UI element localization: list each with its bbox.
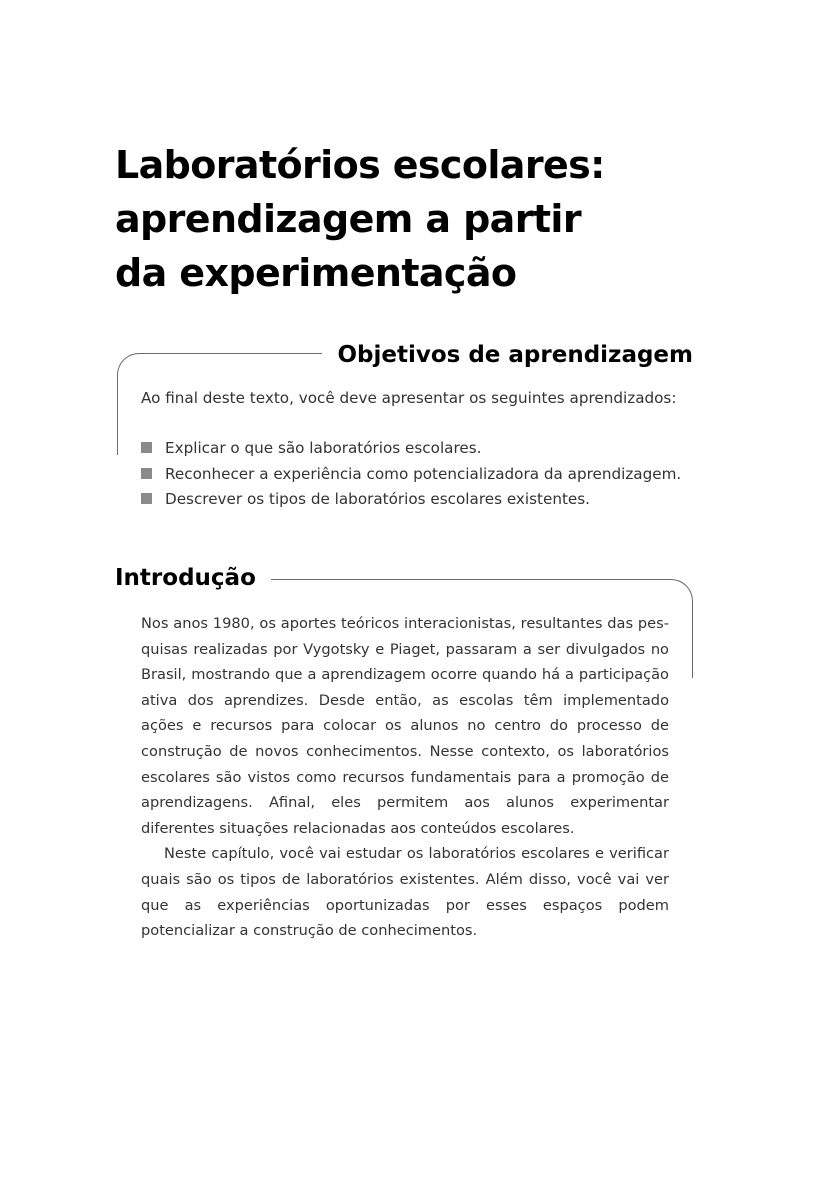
objectives-intro: Ao final deste texto, você deve apresentar os seguintes aprendizados: xyxy=(141,389,677,407)
chapter-title-line: da experimentação xyxy=(115,251,517,295)
introduction-heading: Introdução xyxy=(115,565,256,591)
list-item xyxy=(141,487,681,513)
objective-text: Explicar o que são laboratórios escolares. xyxy=(165,439,482,457)
list-item xyxy=(141,436,681,462)
chapter-title-line: Laboratórios escolares: xyxy=(115,143,605,187)
square-bullet-icon xyxy=(141,442,152,453)
square-bullet-icon xyxy=(141,468,152,479)
square-bullet-icon xyxy=(141,493,152,504)
paragraph: Nos anos 1980, os aportes teóricos interacionistas, resultantes das pesquisas realizadas por Vygotsky e Piaget, passaram a ser divulgados no Brasil, mostrando que a aprendizagem ocorre quando há a participação ativa dos aprendizes. Desde então, as escolas têm implementado ações e recursos para colocar os alunos no centro do processo de construção de novos conhecimentos. Nesse contexto, os laboratórios escolares são vistos como recursos fundamentais para a promoção de aprendizagens. Afinal, eles permitem aos alunos experimentar diferentes situações relacionadas aos conteúdos escolares. xyxy=(141,615,669,837)
objectives-heading: Objetivos de aprendizagem xyxy=(337,342,693,368)
chapter-title xyxy=(115,138,605,300)
introduction-body xyxy=(141,611,669,944)
paragraph: Neste capítulo, você vai estudar os laboratórios escolares e verificar quais são os tipos de laboratórios existentes. Além disso, você vai ver que as experiências oportunizadas por esses espaços podem potencializar a construção de conhecimentos. xyxy=(141,845,669,940)
objectives-list xyxy=(141,436,681,513)
list-item xyxy=(141,462,681,488)
objective-text: Descrever os tipos de laboratórios escolares existentes. xyxy=(165,490,590,508)
chapter-title-line: aprendizagem a partir xyxy=(115,197,581,241)
objective-text: Reconhecer a experiência como potencializadora da aprendizagem. xyxy=(165,464,682,483)
